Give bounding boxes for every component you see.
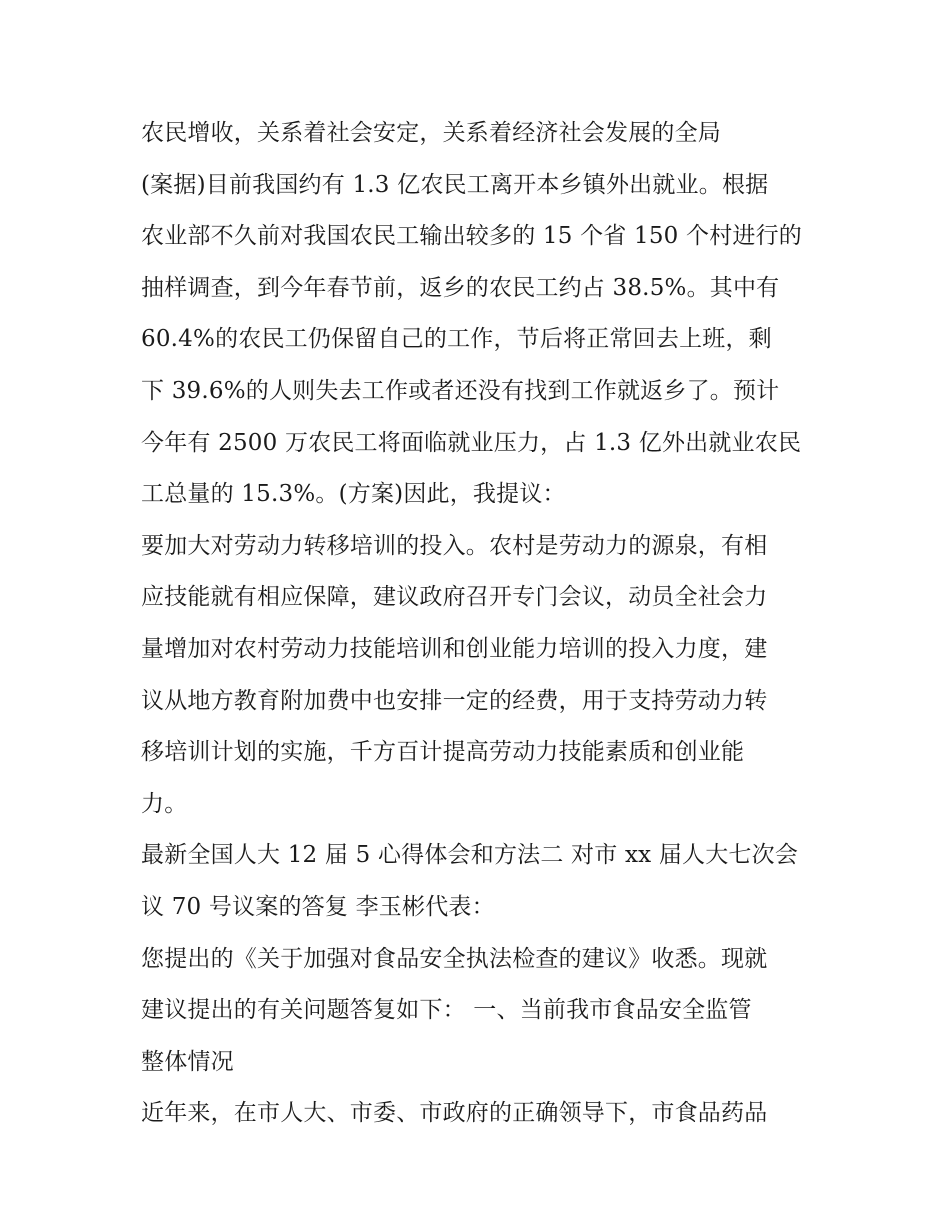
text-line: 最新全国人大 12 届 5 心得体会和方法二 对市 xx 届人大七次会 bbox=[141, 842, 799, 869]
text-line: 议从地方教育附加费中也安排一定的经费，用于支持劳动力转 bbox=[141, 687, 768, 714]
text-line: 移培训计划的实施，千方百计提高劳动力技能素质和创业能 bbox=[141, 739, 745, 766]
text-line: (案据)目前我国约有 1.3 亿农民工离开本乡镇外出就业。根据 bbox=[141, 171, 769, 198]
text-line: 力。 bbox=[141, 790, 188, 817]
text-line: 农民增收，关系着社会安定，关系着经济社会发展的全局 bbox=[141, 120, 721, 146]
text-line: 议 70 号议案的答复 李玉彬代表： bbox=[141, 893, 495, 920]
text-line: 近年来，在市人大、市委、市政府的正确领导下，市食品药品 bbox=[141, 1100, 768, 1127]
text-line: 60.4%的农民工仍保留自己的工作，节后将正常回去上班，剩 bbox=[141, 326, 772, 353]
text-line: 下 39.6%的人则失去工作或者还没有找到工作就返乡了。预计 bbox=[141, 377, 780, 404]
text-line: 工总量的 15.3%。(方案)因此，我提议： bbox=[141, 481, 566, 508]
text-line: 今年有 2500 万农民工将面临就业压力，占 1.3 亿外出就业农民 bbox=[141, 429, 802, 456]
text-line: 抽样调查，到今年春节前，返乡的农民工约占 38.5%。其中有 bbox=[141, 274, 780, 301]
text-line: 要加大对劳动力转移培训的投入。农村是劳动力的源泉，有相 bbox=[141, 532, 768, 559]
text-line: 建议提出的有关问题答复如下： 一、当前我市食品安全监管 bbox=[141, 997, 752, 1024]
document-body bbox=[141, 108, 821, 1140]
text-line: 整体情况 bbox=[141, 1048, 234, 1075]
text-line: 您提出的《关于加强对食品安全执法检查的建议》收悉。现就 bbox=[141, 945, 768, 972]
text-line: 量增加对农村劳动力技能培训和创业能力培训的投入力度，建 bbox=[141, 635, 768, 662]
text-line: 应技能就有相应保障，建议政府召开专门会议，动员全社会力 bbox=[141, 584, 768, 611]
text-line: 农业部不久前对我国农民工输出较多的 15 个省 150 个村进行的 bbox=[141, 223, 803, 250]
